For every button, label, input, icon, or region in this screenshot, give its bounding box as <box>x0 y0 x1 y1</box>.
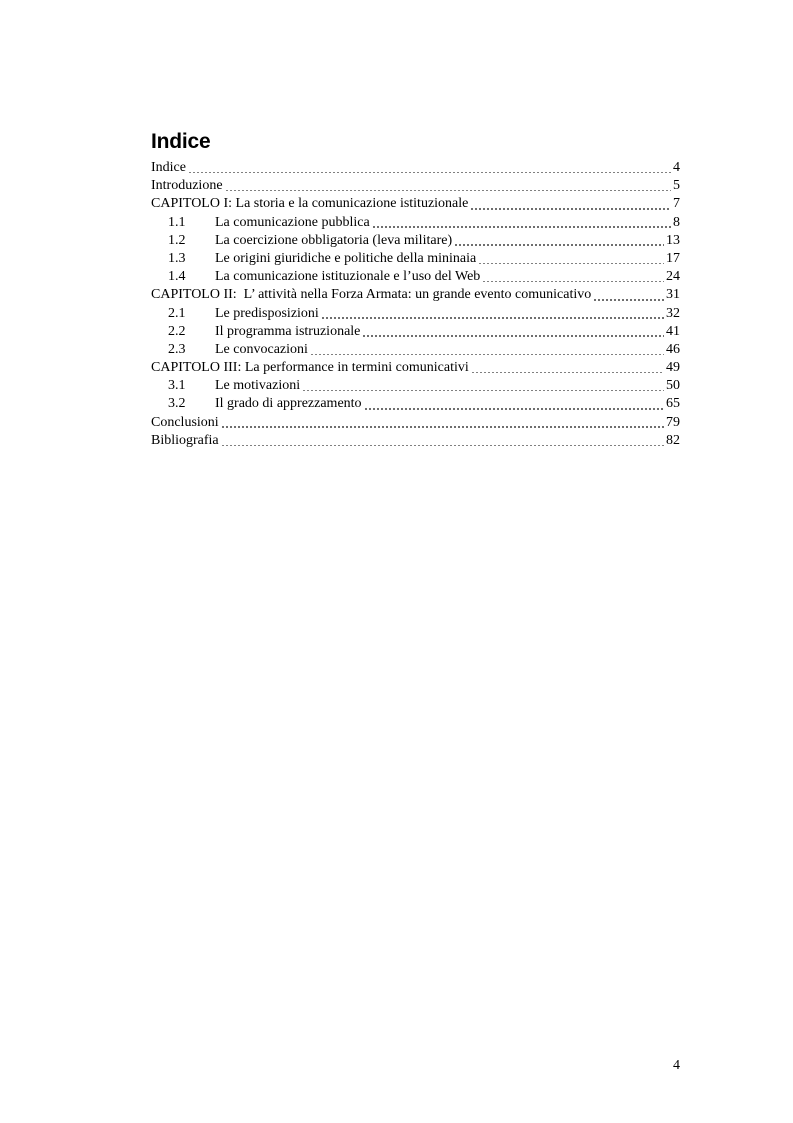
toc-dot-leader <box>302 390 664 392</box>
toc-dot-leader <box>225 190 671 192</box>
toc-entry-label: CAPITOLO III: La performance in termini comunicativi <box>151 360 469 376</box>
toc-entry-page: 13 <box>666 232 680 248</box>
toc-entry[interactable] <box>151 323 680 341</box>
toc-entry-page: 8 <box>673 214 680 230</box>
toc-entry-number: 1.3 <box>168 250 186 266</box>
toc-entry-number: 3.1 <box>168 378 186 394</box>
toc-entry-number: 1.1 <box>168 214 186 230</box>
toc-entry-number: 2.2 <box>168 323 186 339</box>
toc-entry-label: La comunicazione pubblica <box>215 214 370 230</box>
toc-dot-leader <box>362 335 664 337</box>
page-number: 4 <box>673 1058 680 1073</box>
toc-entry[interactable] <box>151 305 680 323</box>
toc-title: Indice <box>151 130 211 153</box>
toc-entry-number: 1.4 <box>168 269 186 285</box>
toc-entry[interactable] <box>151 359 680 377</box>
toc-entry-label: Indice <box>151 160 186 175</box>
toc-entry-page: 49 <box>666 360 680 376</box>
toc-entry[interactable] <box>151 268 680 286</box>
toc-entry-label: Le origini giuridiche e politiche della mininaia <box>215 250 477 266</box>
toc-entry-page: 46 <box>666 341 680 357</box>
toc-dot-leader <box>321 317 664 319</box>
toc-entry-page: 79 <box>666 414 680 430</box>
toc-entry-page: 41 <box>666 323 680 339</box>
toc-entry[interactable] <box>151 214 680 232</box>
toc-entry-page: 32 <box>666 305 680 321</box>
toc-entry[interactable] <box>151 377 680 395</box>
toc-entry-page: 17 <box>666 250 680 266</box>
toc-entry[interactable] <box>151 395 680 413</box>
toc-entry-number: 1.2 <box>168 232 186 248</box>
toc-entry-page: 50 <box>666 378 680 394</box>
toc-dot-leader <box>471 372 664 374</box>
toc-entry-page: 5 <box>673 178 680 194</box>
toc-dot-leader <box>470 208 671 210</box>
toc-entry-page: 4 <box>673 160 680 175</box>
toc-entry[interactable] <box>151 432 680 450</box>
toc-entry-label: Bibliografia <box>151 432 219 448</box>
toc-entry[interactable] <box>151 341 680 359</box>
toc-entry-label: Le motivazioni <box>215 378 301 394</box>
toc-entry-number: 3.2 <box>168 396 186 412</box>
toc-entry-label: La comunicazione istituzionale e l’uso del Web <box>215 269 481 285</box>
toc-entry[interactable] <box>151 177 680 195</box>
table-of-contents <box>151 159 680 450</box>
toc-dot-leader <box>364 408 664 410</box>
toc-dot-leader <box>482 281 664 283</box>
toc-dot-leader <box>478 263 664 265</box>
toc-dot-leader <box>372 226 671 228</box>
toc-entry-label: Conclusioni <box>151 414 219 430</box>
toc-entry[interactable] <box>151 159 680 177</box>
toc-entry[interactable] <box>151 286 680 304</box>
toc-entry[interactable] <box>151 250 680 268</box>
toc-entry[interactable] <box>151 195 680 213</box>
toc-entry-label: Il programma istruzionale <box>215 323 361 339</box>
toc-entry-label: Le predisposizioni <box>215 305 319 321</box>
toc-entry-label: Introduzione <box>151 178 223 194</box>
toc-dot-leader <box>454 244 664 246</box>
toc-dot-leader <box>593 299 664 301</box>
toc-entry-page: 7 <box>673 196 680 212</box>
toc-dot-leader <box>188 172 671 174</box>
toc-entry-page: 65 <box>666 396 680 412</box>
toc-dot-leader <box>221 445 664 447</box>
toc-entry-label: Le convocazioni <box>215 341 308 357</box>
toc-entry-label: La coercizione obbligatoria (leva militare) <box>215 232 453 248</box>
toc-entry-label: CAPITOLO I: La storia e la comunicazione istituzionale <box>151 196 469 212</box>
toc-dot-leader <box>310 354 664 356</box>
toc-entry[interactable] <box>151 414 680 432</box>
toc-entry-label: Il grado di apprezzamento <box>215 396 362 412</box>
toc-entry-number: 2.1 <box>168 305 186 321</box>
toc-entry-number: 2.3 <box>168 341 186 357</box>
toc-entry-page: 31 <box>666 287 680 303</box>
toc-entry-page: 82 <box>666 432 680 448</box>
toc-entry-label: CAPITOLO II: L’ attività nella Forza Armata: un grande evento comunicativo <box>151 287 592 303</box>
toc-entry[interactable] <box>151 232 680 250</box>
toc-dot-leader <box>221 426 664 428</box>
toc-entry-page: 24 <box>666 269 680 285</box>
